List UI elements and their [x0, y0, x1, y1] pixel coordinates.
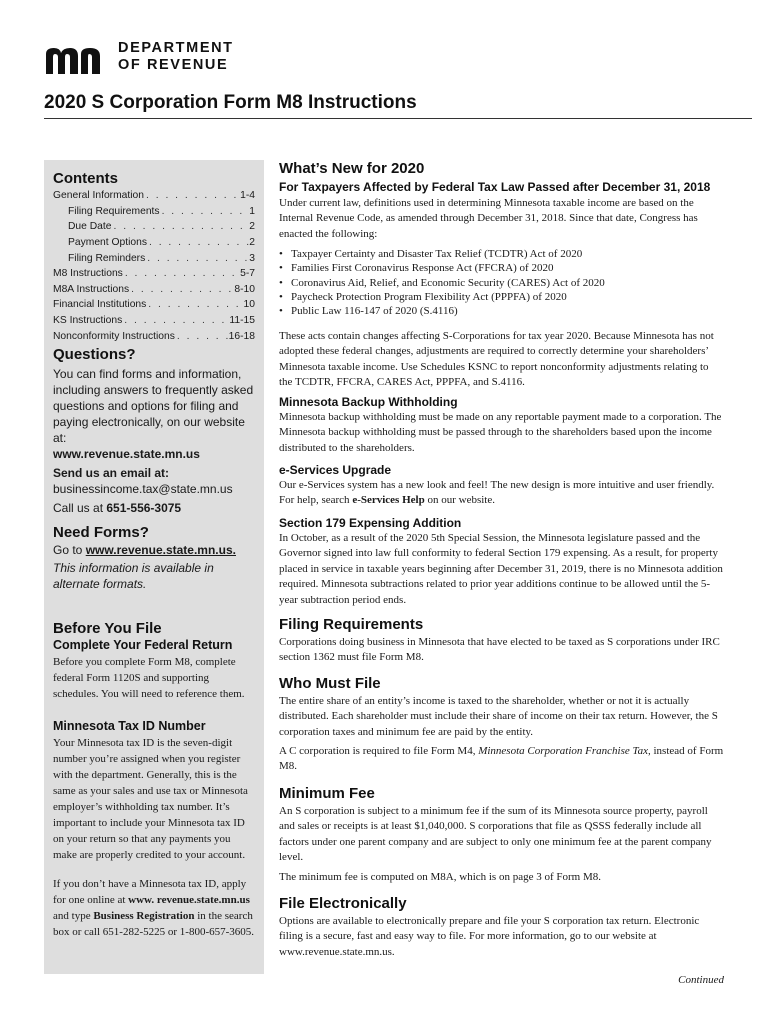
business-registration-term: Business Registration — [93, 910, 195, 922]
toc-entry[interactable] — [53, 235, 255, 251]
toc-entry-label: Due Date — [68, 221, 112, 233]
toc-entry-label: Filing Reminders — [68, 252, 146, 264]
toc-leader-dots — [175, 331, 229, 342]
toc-entry-label: Payment Options — [68, 237, 147, 249]
toc-leader-dots — [123, 268, 240, 279]
toc-entry-label: KS Instructions — [53, 315, 123, 327]
c-corp-text-a: A C corporation is required to file Form M4, — [279, 745, 476, 757]
toc-entry[interactable] — [53, 297, 255, 313]
toc-entry-label: Filing Requirements — [68, 205, 160, 217]
toc-entry-label: Financial Institutions — [53, 299, 147, 311]
form-m4-title: Minnesota Corporation Franchise Tax, — [478, 745, 651, 757]
toc-entry-label: M8A Instructions — [53, 283, 130, 295]
filing-requirements-text: Corporations doing business in Minnesota that have elected to be taxed as S corporations under IRC section 1362 must file Form M8. — [279, 636, 720, 664]
eservices-heading: e-Services Upgrade — [279, 463, 392, 477]
federal-law-item: • Paycheck Protection Program Flexibility Act (PPPFA) of 2020 — [279, 291, 724, 305]
toc-entry-page: 11-15 — [229, 315, 255, 327]
backup-withholding-text: Minnesota backup withholding must be made on any reportable payment made to a corporation. The Minnesota backup withholding must be passed through to the shareholders based upon the income distributed to the shareholders. — [279, 411, 722, 454]
federal-law-heading: For Taxpayers Affected by Federal Tax Law Passed after December 31, 2018 — [279, 180, 711, 194]
toc-entry[interactable] — [53, 282, 255, 298]
file-electronically-text: Options are available to electronically prepare and file your S corporation tax return. Electronic filing is a secure, fast and easy way to file. For more information, go to our website at www.revenue.state.mn.us. — [279, 915, 700, 958]
toc-entry-page: 5-7 — [240, 268, 255, 280]
toc-entry-page: 16-18 — [228, 330, 255, 342]
eservices-text — [279, 478, 724, 509]
toc-entry[interactable] — [53, 313, 255, 329]
questions-heading: Questions? — [53, 346, 136, 363]
toc-entry[interactable] — [53, 266, 255, 282]
federal-law-item: • Coronavirus Aid, Relief, and Economic Security (CARES) Act of 2020 — [279, 277, 724, 291]
department-logo — [44, 40, 244, 76]
federal-laws-list — [279, 248, 724, 319]
federal-law-item: • Public Law 116-147 of 2020 (S.4116) — [279, 305, 724, 319]
federal-return-text: Before you complete Form M8, complete federal Form 1120S and supporting schedules. You will need to reference them. — [53, 656, 245, 700]
need-forms-heading: Need Forms? — [53, 524, 149, 541]
no-tax-id-part2: and type — [53, 910, 91, 922]
eservices-text-b: on our website. — [427, 494, 495, 507]
before-you-file-heading: Before You File — [53, 620, 162, 637]
toc-entry[interactable] — [53, 250, 255, 266]
c-corporation-text — [279, 744, 724, 775]
toc-leader-dots — [146, 299, 243, 310]
eservices-help-term: e-Services Help — [352, 494, 425, 507]
section-179-heading: Section 179 Expensing Addition — [279, 516, 462, 530]
toc-leader-dots — [147, 237, 249, 248]
federal-law-text: Under current law, definitions used in determining Minnesota taxable income are based on the Internal Revenue Code, as amended through December 31, 2018. Since that date, Congress has enacted the following: — [279, 197, 698, 240]
tax-id-heading: Minnesota Tax ID Number — [53, 719, 206, 733]
federal-return-heading: Complete Your Federal Return — [53, 638, 233, 652]
toc-entry[interactable] — [53, 328, 255, 344]
toc-leader-dots — [122, 315, 229, 326]
go-to-prefix: Go to — [53, 543, 83, 557]
toc-leader-dots — [144, 190, 240, 201]
sidebar — [44, 160, 264, 974]
toc-leader-dots — [129, 284, 234, 295]
phone-number[interactable]: 651-556-3075 — [106, 501, 182, 515]
department-name-line1: DEPARTMENT — [118, 40, 234, 56]
continued-note: Continued — [678, 974, 724, 986]
who-must-file-heading: Who Must File — [279, 675, 381, 692]
minimum-fee-heading: Minimum Fee — [279, 785, 375, 802]
toc-leader-dots — [160, 206, 250, 217]
tax-id-text: Your Minnesota tax ID is the seven-digit number you’re assigned when you register with the department. Generally, this is the same as your sales and use tax or Minnesota employer’s withholding tax number. It’s important to include your Minnesota tax ID on your return so that any payments you make are properly credited to your account. — [53, 737, 248, 861]
toc-entry-label: General Information — [53, 190, 145, 202]
toc-entry-page: 10 — [243, 299, 255, 311]
no-tax-id-part1: If you don’t have a Minnesota tax ID, apply for one online at — [53, 878, 247, 906]
call-prefix: Call us at — [53, 501, 104, 515]
contents-heading: Contents — [53, 170, 118, 187]
toc-entry[interactable] — [53, 219, 255, 235]
website-link[interactable]: www.revenue.state.mn.us — [53, 447, 200, 461]
file-electronically-heading: File Electronically — [279, 895, 407, 912]
toc-entry-label: M8 Instructions — [53, 268, 123, 280]
eservices-text-a: Our e-Services system has a new look and feel! The new design is more intuitive and user friendly. For help, search — [279, 479, 715, 507]
toc-entry-page: 1-4 — [240, 190, 255, 202]
toc-entry[interactable] — [53, 188, 255, 204]
minimum-fee-computation: The minimum fee is computed on M8A, which is on page 3 of Form M8. — [279, 871, 602, 883]
c-corp-text-b: instead of Form M8. — [279, 745, 724, 773]
toc-entry-page: 8-10 — [234, 283, 255, 295]
minimum-fee-text: An S corporation is subject to a minimum fee if the sum of its Minnesota source property, payroll and sales or receipts is at least $1,040,000. S corporations that file as QSSS federally include all factors under one parent company and are subject to only one minimum fee at the parent company level. — [279, 805, 712, 864]
whats-new-heading: What’s New for 2020 — [279, 160, 425, 177]
email-label: Send us an email at: — [53, 466, 170, 480]
forms-website-link[interactable]: www.revenue.state.mn.us. — [85, 543, 236, 557]
mn-logo-icon — [44, 46, 110, 74]
page-title: 2020 S Corporation Form M8 Instructions — [44, 92, 417, 113]
who-must-file-text: The entire share of an entity’s income is taxed to the shareholder, whether or not it is actually distributed. Each shareholder must include their share of income on their tax return. However, the S corporation taxes and minimum fee are paid by the entity. — [279, 695, 718, 738]
alternate-formats-note: This information is available in alternate formats. — [53, 561, 214, 591]
toc-entry-page: 2 — [249, 237, 255, 249]
section-179-text: In October, as a result of the 2020 5th Special Session, the Minnesota legislature passed and the Governor signed into law full conformity to federal Section 179 expensing. As a result, for property placed in service in taxable years beginning after December 31, 2019, there is no Minnesota addition required. Minnesota subtractions related to prior year additions continue to be allowed until the 5-year subtraction period ends. — [279, 532, 723, 606]
email-link[interactable]: businessincome.tax@state.mn.us — [53, 482, 233, 496]
department-name-line2: OF REVENUE — [118, 57, 229, 73]
no-tax-id-text — [53, 876, 255, 940]
toc-entry-page: 1 — [249, 205, 255, 217]
backup-withholding-heading: Minnesota Backup Withholding — [279, 395, 458, 409]
title-divider — [44, 118, 752, 119]
registration-website[interactable]: www. revenue.state.mn.us — [128, 894, 250, 906]
acts-text: These acts contain changes affecting S-Corporations for tax year 2020. Because Minnesota has not adopted these federal changes, adjustments are required to correctly determine your shareholders’ Minnesota taxable income. Use Schedules KSNC to report nonconformity adjustments relating to the TCDTR, FFCRA, CARES Act, PPPFA, and S.4116. — [279, 330, 714, 389]
filing-requirements-heading: Filing Requirements — [279, 616, 424, 633]
toc-entry-label: Nonconformity Instructions — [53, 330, 175, 342]
federal-law-item: • Families First Coronavirus Response Act (FFCRA) of 2020 — [279, 262, 724, 276]
federal-law-item: • Taxpayer Certainty and Disaster Tax Relief (TCDTR) Act of 2020 — [279, 248, 724, 262]
toc-entry-page: 2 — [249, 221, 255, 233]
table-of-contents — [53, 188, 255, 344]
toc-entry-page: 3 — [249, 252, 255, 264]
toc-leader-dots — [112, 221, 250, 232]
toc-leader-dots — [145, 253, 249, 264]
toc-entry[interactable] — [53, 204, 255, 220]
questions-text: You can find forms and information, including answers to frequently asked questions and options for filing and paying electronically, on our website at: — [53, 367, 254, 445]
no-tax-id-part3: in the search box or call 651-282-5225 or 1-800-657-3605. — [53, 910, 255, 938]
